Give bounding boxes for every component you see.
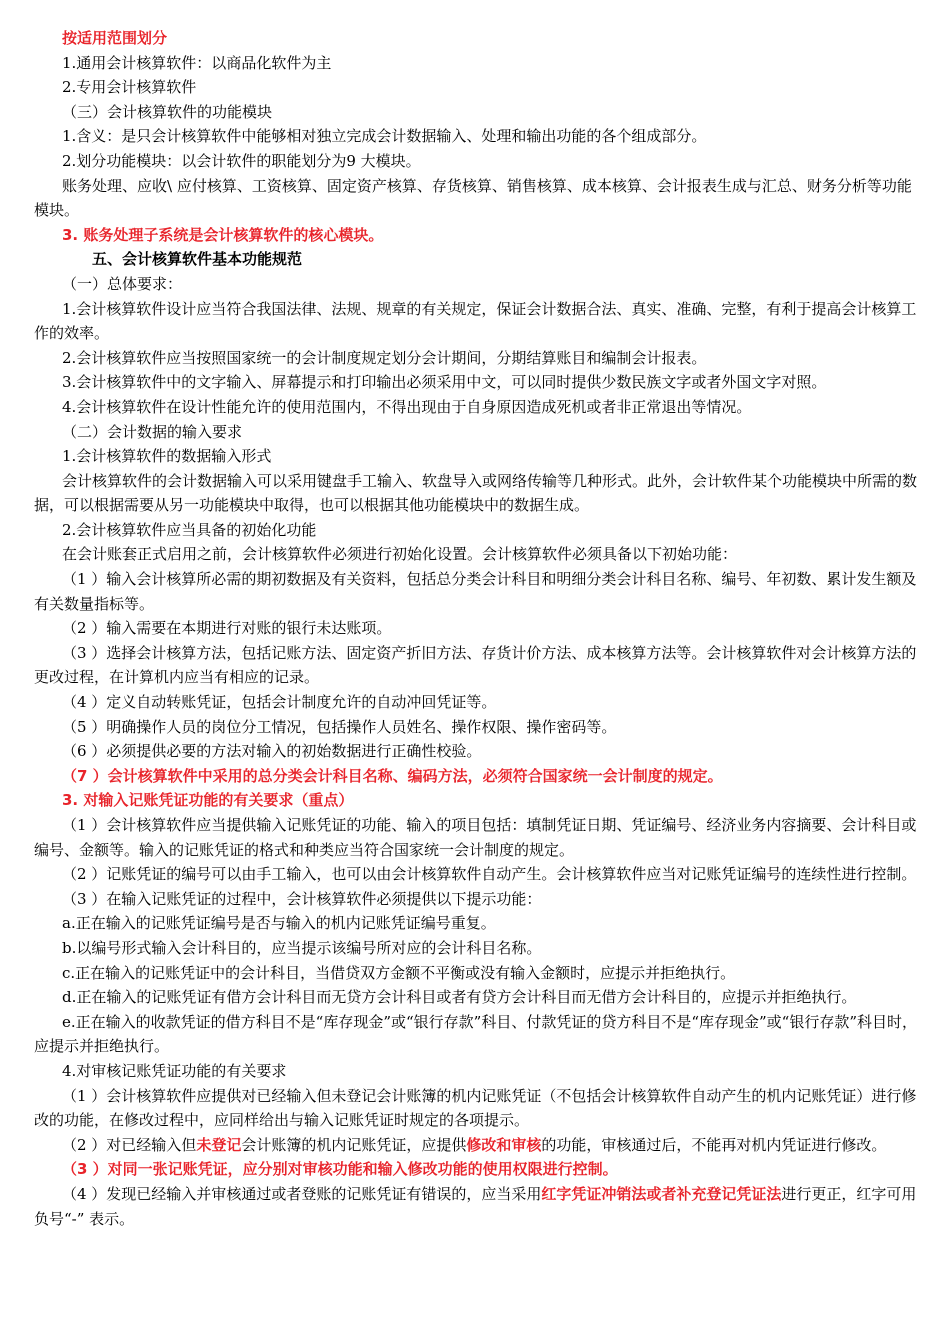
list-item: （1 ）会计核算软件应提供对已经输入但未登记会计账簿的机内记账凭证（不包括会计核算软件自动产生的机内记账凭证）进行修改的功能，在修改过程中，应同样给出与输入记账凭证时规定的各项提示。 [34,1086,917,1130]
list-item: e.正在输入的收款凭证的借方科目不是“库存现金”或“银行存款”科目、付款凭证的贷方科目不是“库存现金”或“银行存款”科目时，应提示并拒绝执行。 [34,1012,917,1056]
highlight-list-item: （7 ）会计核算软件中采用的总分类会计科目名称、编码方法，必须符合国家统一会计制度的规定。 [62,766,723,785]
paragraph: 2.会计核算软件应当具备的初始化功能 [62,520,317,539]
list-item: （3 ）在输入记账凭证的过程中，会计核算软件必须提供以下提示功能： [62,889,542,908]
paragraph: 1.通用会计核算软件：以商品化软件为主 [62,53,332,72]
list-item: （2 ）记账凭证的编号可以由手工输入，也可以由会计核算软件自动产生。会计核算软件应当对记账凭证编号的连续性进行控制。 [62,865,917,884]
list-item [34,1182,920,1231]
subheading: （一）总体要求： [62,274,183,293]
highlight-core-module: 3. 账务处理子系统是会计核算软件的核心模块。 [62,225,384,244]
paragraph: 账务处理、应收\ 应付核算、工资核算、固定资产核算、存货核算、销售核算、成本核算、会计报表生成与汇总、财务分析等功能模块。 [34,176,912,220]
paragraph: 2.会计核算软件应当按照国家统一的会计制度规定划分会计期间，分期结算账目和编制会计报表。 [62,348,707,367]
list-item: （2 ）输入需要在本期进行对账的银行未达账项。 [62,619,392,638]
list-item: a.正在输入的记账凭证编号是否与输入的机内记账凭证编号重复。 [62,914,496,933]
text-run: 的功能，审核通过后，不能再对机内凭证进行修改。 [541,1135,887,1154]
list-item: （5 ）明确操作人员的岗位分工情况，包括操作人员姓名、操作权限、操作密码等。 [62,717,617,736]
subheading: （三）会计核算软件的功能模块 [62,102,273,121]
highlight-text: 修改和审核 [466,1135,542,1154]
highlight-heading-voucher-input: 3. 对输入记账凭证功能的有关要求（重点） [62,791,354,810]
heading-scope-division: 按适用范围划分 [62,29,168,47]
list-item: c.正在输入的记账凭证中的会计科目，当借贷双方金额不平衡或没有输入金额时，应提示并拒绝执行。 [62,963,736,982]
section-heading: 五、会计核算软件基本功能规范 [92,250,303,269]
text-run: 会计账簿的机内记账凭证，应提供 [241,1135,467,1154]
paragraph: 会计核算软件的会计数据输入可以采用键盘手工输入、软盘导入或网络传输等几种形式。此外，会计软件某个功能模块中所需的数据，可以根据需要从另一功能模块中取得，也可以根据其他功能模块中的数据生成。 [34,471,918,515]
list-item: b.以编号形式输入会计科目的，应当提示该编号所对应的会计科目名称。 [62,938,542,957]
highlight-text: 红字凭证冲销法或者补充登记凭证法 [541,1184,782,1203]
paragraph: 4.会计核算软件在设计性能允许的使用范围内，不得出现由于自身原因造成死机或者非正常退出等情况。 [62,397,752,416]
list-item [34,1133,920,1158]
paragraph: 在会计账套正式启用之前，会计核算软件必须进行初始化设置。会计核算软件必须具备以下初始功能： [62,545,738,564]
list-item: （1 ）会计核算软件应当提供输入记账凭证的功能、输入的项目包括：填制凭证日期、凭证编号、经济业务内容摘要、会计科目或编号、金额等。输入的记账凭证的格式和种类应当符合国家统一会计制度的规定。 [34,816,917,859]
list-item: （4 ）定义自动转账凭证，包括会计制度允许的自动冲回凭证等。 [62,693,497,712]
paragraph: 1.会计核算软件设计应当符合我国法律、法规、规章的有关规定，保证会计数据合法、真实、准确、完整，有利于提高会计核算工作的效率。 [34,299,917,343]
list-item: （1 ）输入会计核算所必需的期初数据及有关资料，包括总分类会计科目和明细分类会计科目名称、编号、年初数、累计发生额及有关数量指标等。 [34,570,917,613]
paragraph: 3.会计核算软件中的文字输入、屏幕提示和打印输出必须采用中文，可以同时提供少数民族文字或者外国文字对照。 [62,373,827,392]
list-item: d.正在输入的记账凭证有借方会计科目而无贷方会计科目或者有贷方会计科目而无借方会计科目的，应提示并拒绝执行。 [62,988,857,1007]
highlight-list-item: （3 ）对同一张记账凭证，应分别对审核功能和输入修改功能的使用权限进行控制。 [62,1160,618,1179]
list-item: （6 ）必须提供必要的方法对输入的初始数据进行正确性校验。 [62,742,482,761]
text-run: 进行更正，红字可用负号“-” 表示。 [34,1184,917,1228]
subheading: （二）会计数据的输入要求 [62,422,243,441]
paragraph: 2.划分功能模块：以会计软件的职能划分为9 大模块。 [62,151,421,170]
paragraph: 1.会计核算软件的数据输入形式 [62,447,272,466]
list-item: （3 ）选择会计核算方法，包括记账方法、固定资产折旧方法、存货计价方法、成本核算方法等。会计核算软件对会计核算方法的更改过程，在计算机内应当有相应的记录。 [34,643,917,687]
text-run: （4 ）发现已经输入并审核通过或者登账的记账凭证有错误的，应当采用 [62,1184,542,1203]
paragraph: 4.对审核记账凭证功能的有关要求 [62,1061,287,1080]
highlight-text: 未登记 [196,1135,242,1154]
paragraph: 2.专用会计核算软件 [62,78,197,97]
text-run: （2 ）对已经输入但 [62,1135,197,1154]
paragraph: 1.含义：是只会计核算软件中能够相对独立完成会计数据输入、处理和输出功能的各个组成部分。 [62,127,707,146]
